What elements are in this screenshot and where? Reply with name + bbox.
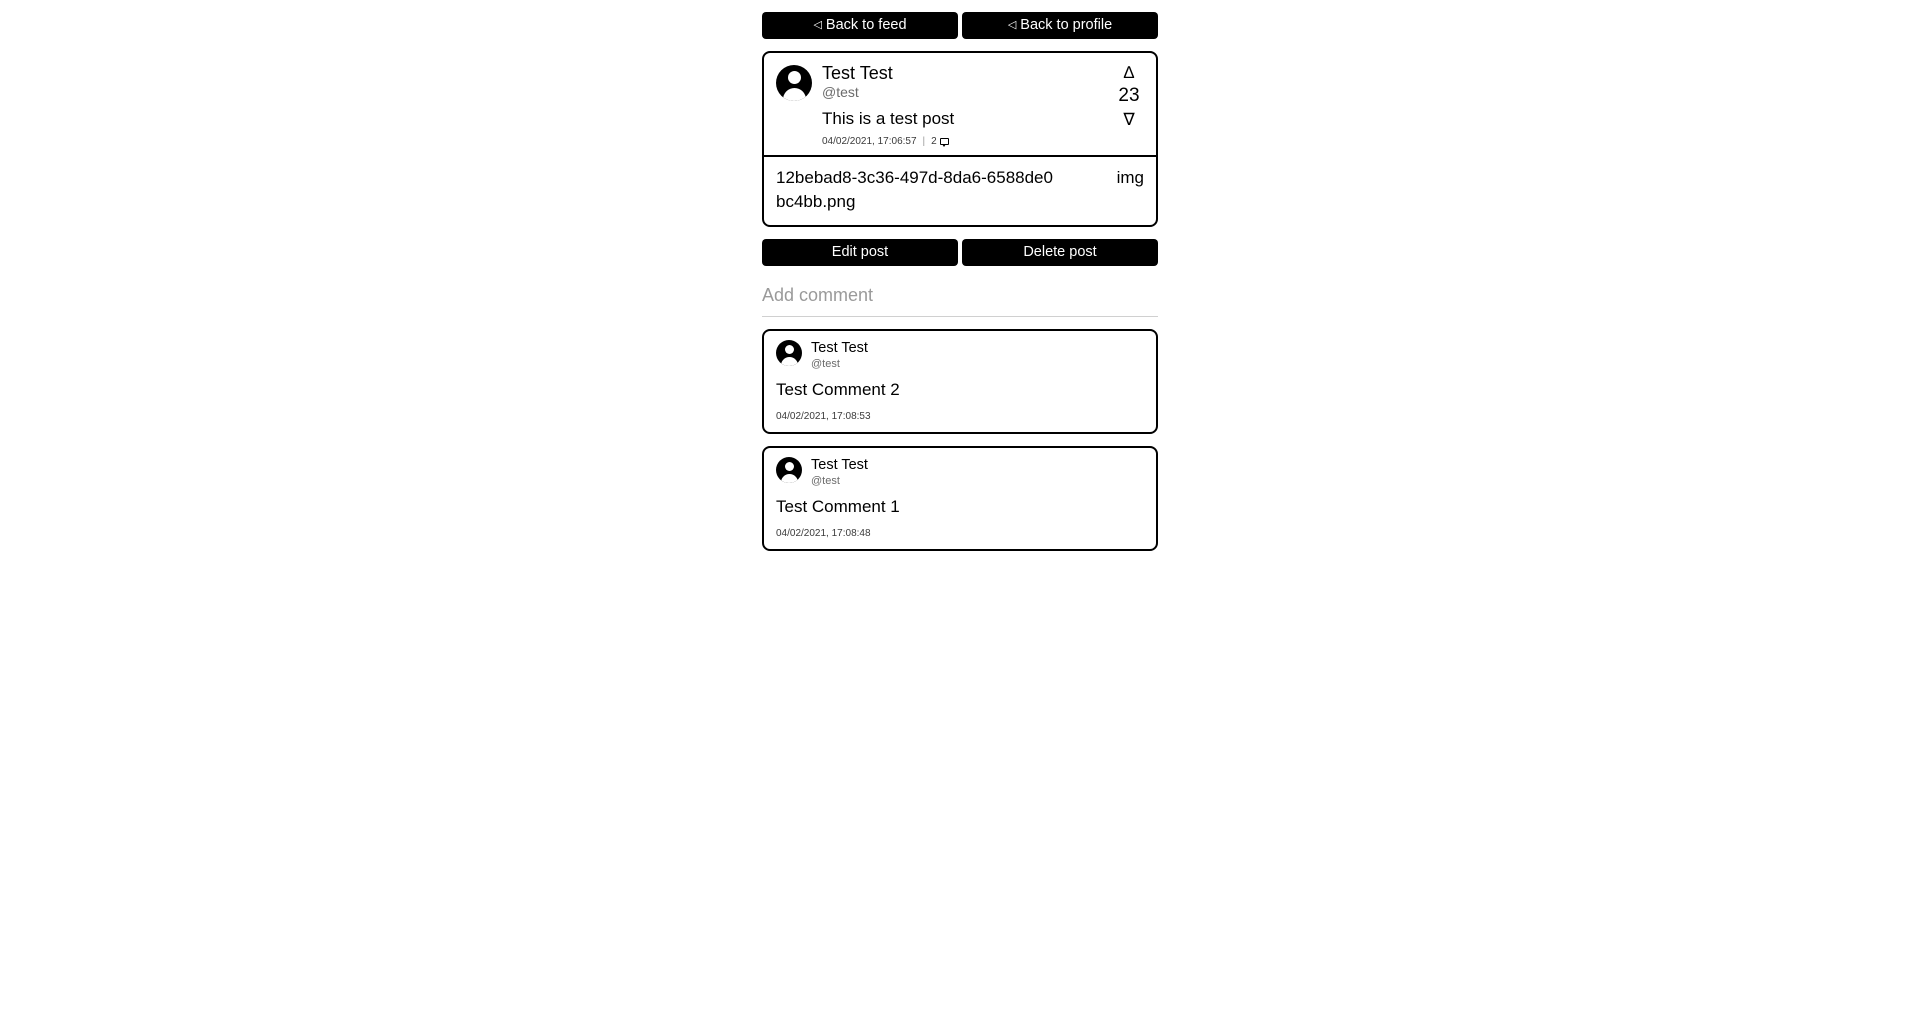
- comment-timestamp: 04/02/2021, 17:08:53: [776, 411, 871, 422]
- avatar: [776, 457, 802, 483]
- vote-控件 vote-controls: [1112, 63, 1146, 129]
- comment-identity: [811, 340, 868, 371]
- back-to-profile-label: Back to profile: [1020, 17, 1113, 33]
- post-author-handle: @test: [822, 84, 859, 100]
- edit-post-label: Edit post: [831, 244, 889, 260]
- navigation-bar: [762, 12, 1158, 39]
- comment-author-name: Test Test: [811, 457, 868, 473]
- comment-author-handle: @test: [811, 358, 840, 370]
- comment-count-value: 2: [931, 136, 937, 147]
- post-body: [764, 53, 1156, 155]
- list-item: [762, 446, 1158, 551]
- post-author-name: Test Test: [822, 63, 893, 83]
- caret-left-icon: ◁: [1007, 19, 1017, 31]
- post-timestamp: 04/02/2021, 17:06:57: [822, 136, 917, 147]
- back-to-feed-button[interactable]: [762, 12, 958, 39]
- comment-text: Test Comment 1: [776, 497, 900, 516]
- vote-count: 23: [1118, 85, 1140, 106]
- avatar-wrapper: [776, 63, 812, 147]
- edit-post-button[interactable]: [762, 239, 958, 266]
- comment-author-handle: @test: [811, 475, 840, 487]
- post-meta: [822, 136, 1144, 147]
- upvote-icon[interactable]: ∆: [1123, 63, 1135, 82]
- comment-timestamp: 04/02/2021, 17:08:48: [776, 528, 871, 539]
- post-actions: [762, 239, 1158, 266]
- meta-separator: |: [922, 136, 926, 147]
- add-comment-input[interactable]: [762, 282, 1158, 317]
- delete-post-label: Delete post: [1023, 244, 1097, 260]
- attachment-type-label: img: [1116, 168, 1144, 187]
- post-text: This is a test post: [822, 109, 955, 128]
- list-item: [762, 329, 1158, 434]
- caret-left-icon: ◁: [813, 19, 822, 31]
- comment-header: [776, 457, 1144, 488]
- avatar: [776, 340, 802, 366]
- post-main: [822, 63, 1144, 147]
- comment-identity: [811, 457, 868, 488]
- back-to-profile-button[interactable]: [962, 12, 1158, 39]
- comment-text: Test Comment 2: [776, 380, 900, 399]
- delete-post-button[interactable]: [962, 239, 1158, 266]
- comment-bubble-icon: [940, 138, 949, 145]
- avatar: [776, 65, 812, 101]
- downvote-icon[interactable]: ∇: [1123, 110, 1135, 129]
- comment-author-name: Test Test: [811, 340, 868, 356]
- post-card: [762, 51, 1158, 227]
- post-attachment: [764, 155, 1156, 225]
- post-detail-column: [762, 12, 1158, 551]
- post-comment-count: [931, 136, 949, 147]
- back-to-feed-label: Back to feed: [825, 17, 907, 33]
- comment-header: [776, 340, 1144, 371]
- attachment-filename[interactable]: 12bebad8-3c36-497d-8da6-6588de0bc4bb.png: [776, 168, 1053, 211]
